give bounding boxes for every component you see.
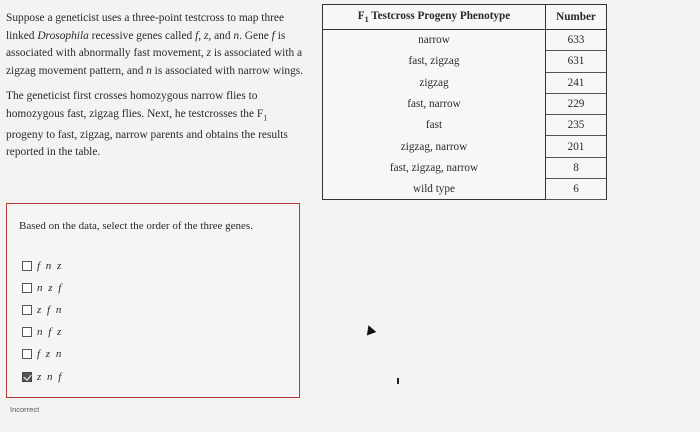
question-text: Based on the data, select the order of the three genes. <box>19 220 253 232</box>
phenotype-cell: zigzag, narrow <box>323 136 546 157</box>
option-fzn[interactable] <box>22 348 63 360</box>
option-label: f z n <box>37 348 63 360</box>
checkbox-icon[interactable] <box>22 283 32 293</box>
table-row <box>323 30 607 51</box>
table-row <box>323 136 607 157</box>
checkbox-icon[interactable] <box>22 261 32 271</box>
number-cell: 235 <box>546 115 607 136</box>
phenotype-cell: fast, zigzag, narrow <box>323 157 546 178</box>
phenotype-cell: fast, narrow <box>323 93 546 114</box>
number-cell: 229 <box>546 93 607 114</box>
option-nzf[interactable] <box>22 282 63 294</box>
mouse-cursor-icon <box>364 324 376 336</box>
number-cell: 631 <box>546 51 607 72</box>
number-cell: 6 <box>546 179 607 200</box>
checked-checkbox-icon[interactable] <box>22 372 32 382</box>
checkbox-icon[interactable] <box>22 327 32 337</box>
option-label: n f z <box>37 326 63 338</box>
phenotype-cell: fast, zigzag <box>323 51 546 72</box>
option-label: z n f <box>37 371 63 383</box>
checkbox-icon[interactable] <box>22 305 32 315</box>
number-cell: 8 <box>546 157 607 178</box>
checkbox-icon[interactable] <box>22 349 32 359</box>
option-label: n z f <box>37 282 63 294</box>
option-fnz[interactable] <box>22 260 63 272</box>
table-row <box>323 179 607 200</box>
table-header-number: Number <box>546 5 607 30</box>
question-box <box>6 203 300 398</box>
option-label: z f n <box>37 304 63 316</box>
table-header-phenotype: $F_1$ Testcross Progeny Phenotype <box>323 5 546 30</box>
table-row <box>323 51 607 72</box>
option-label: f n z <box>37 260 63 272</box>
result-status: Incorrect <box>10 405 40 414</box>
option-znf[interactable] <box>22 371 63 383</box>
option-zfn[interactable] <box>22 304 63 316</box>
testcross-table <box>322 4 607 200</box>
option-nfz[interactable] <box>22 326 63 338</box>
number-cell: 241 <box>546 72 607 93</box>
table-row <box>323 115 607 136</box>
table-row <box>323 93 607 114</box>
number-cell: 633 <box>546 30 607 51</box>
text-cursor-icon <box>397 378 399 384</box>
table-row <box>323 157 607 178</box>
phenotype-cell: fast <box>323 115 546 136</box>
problem-statement <box>6 10 306 170</box>
phenotype-cell: wild type <box>323 179 546 200</box>
table-row <box>323 72 607 93</box>
phenotype-cell: narrow <box>323 30 546 51</box>
problem-paragraph-1: Suppose a geneticist uses a three-point testcross to map three linked Drosophila recessive genes called f, z, and n. Gene f is associated with abnormally fast movement, z is associated with a zigzag movement pattern, and n is associated with narrow wings. <box>6 12 304 77</box>
phenotype-cell: zigzag <box>323 72 546 93</box>
number-cell: 201 <box>546 136 607 157</box>
problem-paragraph-2: The geneticist first crosses homozygous narrow flies to homozygous fast, zigzag flies. Next, he testcrosses the $F_1$ progeny to fast, zigzag, narrow parents and obtains the results reported in the table. <box>6 90 288 159</box>
